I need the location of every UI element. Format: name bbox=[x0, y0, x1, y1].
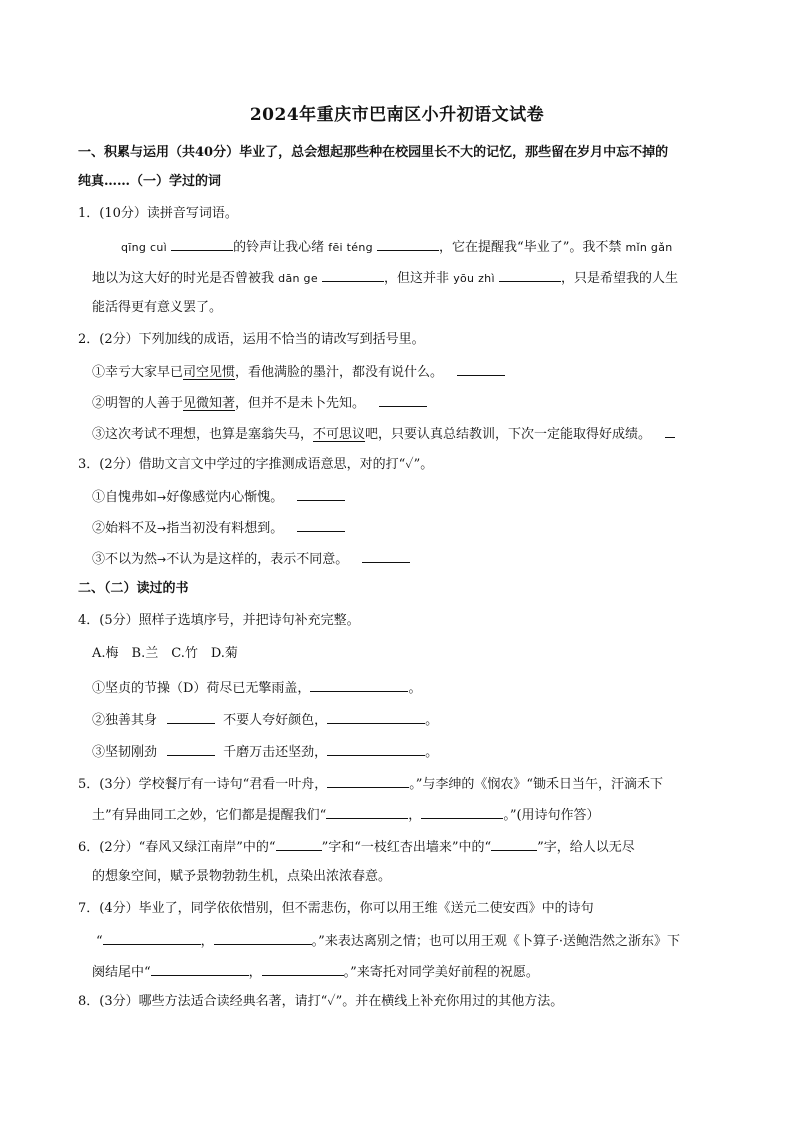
q6-blank-2[interactable] bbox=[491, 837, 537, 851]
q6-line1: 6．(2分）“春风又绿江南岸”中的“ ”字和“一枝红杏出墙来”中的“ ”字，给人以无尽 bbox=[78, 837, 635, 857]
q4-item-1: ①坚贞的节操（D）荷尽已无擎雨盖， 。 bbox=[92, 678, 421, 698]
q2-underlined-idiom-1: 司空见惯 bbox=[183, 365, 236, 380]
q2-blank-3[interactable] bbox=[665, 424, 675, 438]
q7-blank-1[interactable] bbox=[103, 931, 201, 945]
q1-pinyin-2: fēi téng bbox=[328, 241, 373, 254]
q1-blank-4[interactable] bbox=[322, 268, 384, 282]
q1-line1 bbox=[121, 237, 673, 257]
q7-blank-4[interactable] bbox=[262, 962, 344, 976]
q1-text-2: ，它在提醒我“毕业了”。我不禁 bbox=[439, 240, 622, 255]
q4-item-2: ②独善其身 不要人夸好颜色， 。 bbox=[92, 710, 438, 730]
q2-item-2: ②明智的人善于见微知著，但并不是未卜先知。 bbox=[92, 393, 427, 413]
q3-blank-3[interactable] bbox=[362, 549, 410, 563]
page-title: 2024年重庆市巴南区小升初语文试卷 bbox=[249, 105, 545, 125]
section1-heading-line2: 纯真……（一）学过的词 bbox=[78, 174, 222, 189]
q7-blank-3[interactable] bbox=[151, 962, 249, 976]
q7-line2: “ ， 。”来表达离别之情；也可以用王观《卜算子·送鲍浩然之浙东》下 bbox=[96, 931, 680, 951]
q7-blank-2[interactable] bbox=[214, 931, 312, 945]
q4-blank-3b[interactable] bbox=[327, 742, 425, 756]
q1-line2 bbox=[92, 268, 678, 288]
q1-text-3: 地以为这大好的时光是否曾被我 bbox=[92, 271, 275, 286]
q1-pinyin-5: yōu zhì bbox=[453, 272, 495, 285]
q7-line1: 7．(4分）毕业了，同学依依惜别，但不需悲伤，你可以用王维《送元二使安西》中的诗句 bbox=[78, 901, 594, 916]
q5-line1: 5．(3分）学校餐厅有一诗句“君看一叶舟， 。”与李绅的《悯农》“锄禾日当午，汗滴禾下 bbox=[78, 774, 663, 794]
q5-blank-2[interactable] bbox=[326, 805, 408, 819]
q4-blank-2b[interactable] bbox=[327, 710, 425, 724]
q3-item-3: ③不以为然→不认为是这样的，表示不同意。 bbox=[92, 549, 410, 569]
q1-pinyin-1: qīng cuì bbox=[121, 241, 167, 254]
q4-blank-3a[interactable] bbox=[167, 742, 215, 756]
q5-line2: 土”有异曲同工之妙，它们都是提醒我们“ ， 。”(用诗句作答） bbox=[92, 805, 600, 825]
q4-stem: 4．(5分）照样子选填序号，并把诗句补充完整。 bbox=[78, 613, 360, 628]
q1-line3: 能活得更有意义罢了。 bbox=[92, 300, 223, 315]
q1-stem: 1．(10分）读拼音写词语。 bbox=[78, 206, 238, 221]
q2-stem: 2．(2分）下列加线的成语，运用不恰当的请改写到括号里。 bbox=[78, 332, 425, 347]
q3-stem: 3．(2分）借助文言文中学过的字推测成语意思，对的打“✓”。 bbox=[78, 457, 434, 472]
q4-blank-1[interactable] bbox=[310, 678, 408, 692]
q4-options: A.梅 B.兰 C.竹 D.菊 bbox=[92, 646, 238, 661]
q1-blank-5[interactable] bbox=[499, 268, 561, 282]
q2-underlined-idiom-3: 不可思议 bbox=[313, 427, 366, 442]
q6-line2: 的想象空间，赋予景物勃勃生机，点染出浓浓春意。 bbox=[92, 869, 392, 884]
q1-pinyin-3: mǐn gǎn bbox=[625, 241, 673, 254]
arrow-right-icon: → bbox=[157, 491, 167, 504]
section2-heading: 二、（二）读过的书 bbox=[78, 581, 189, 596]
q2-blank-1[interactable] bbox=[457, 362, 505, 376]
q3-item-2: ②始料不及→指当初没有料想到。 bbox=[92, 518, 345, 538]
q2-item-1: ①幸亏大家早已司空见惯，看他满脸的墨汁，都没有说什么。 bbox=[92, 362, 505, 382]
section1-heading-line1: 一、积累与运用（共40分）毕业了，总会想起那些种在校园里长不大的记忆，那些留在岁月中忘不掉的 bbox=[78, 145, 669, 160]
q5-blank-3[interactable] bbox=[421, 805, 503, 819]
q3-blank-2[interactable] bbox=[297, 518, 345, 532]
q1-text-5: ，只是希望我的人生 bbox=[560, 271, 678, 286]
q1-blank-2[interactable] bbox=[377, 237, 439, 251]
q3-item-1: ①自愧弗如→好像感觉内心惭愧。 bbox=[92, 487, 345, 507]
q1-text-4: ，但这并非 bbox=[384, 271, 450, 286]
q5-blank-1[interactable] bbox=[327, 774, 409, 788]
q1-blank-1[interactable] bbox=[171, 237, 233, 251]
q3-blank-1[interactable] bbox=[297, 487, 345, 501]
q1-text-1: 的铃声让我心绪 bbox=[233, 240, 325, 255]
q8-stem: 8．(3分）哪些方法适合读经典名著，请打“✓”。并在横线上补充你用过的其他方法。 bbox=[78, 994, 564, 1009]
q2-underlined-idiom-2: 见微知著 bbox=[183, 396, 236, 411]
q6-blank-1[interactable] bbox=[276, 837, 322, 851]
q4-item-3: ③坚韧刚劲 千磨万击还坚劲， 。 bbox=[92, 742, 438, 762]
q2-blank-2[interactable] bbox=[379, 393, 427, 407]
q2-item-3: ③这次考试不理想，也算是塞翁失马，不可思议吧，只要认真总结教训，下次一定能取得好成绩。 bbox=[92, 424, 675, 444]
q4-blank-2a[interactable] bbox=[167, 710, 215, 724]
arrow-right-icon: → bbox=[157, 553, 167, 566]
q7-line3: 阕结尾中“ ， 。”来寄托对同学美好前程的祝愿。 bbox=[92, 962, 539, 982]
q1-pinyin-4: dān ge bbox=[278, 272, 318, 285]
arrow-right-icon: → bbox=[157, 522, 167, 535]
